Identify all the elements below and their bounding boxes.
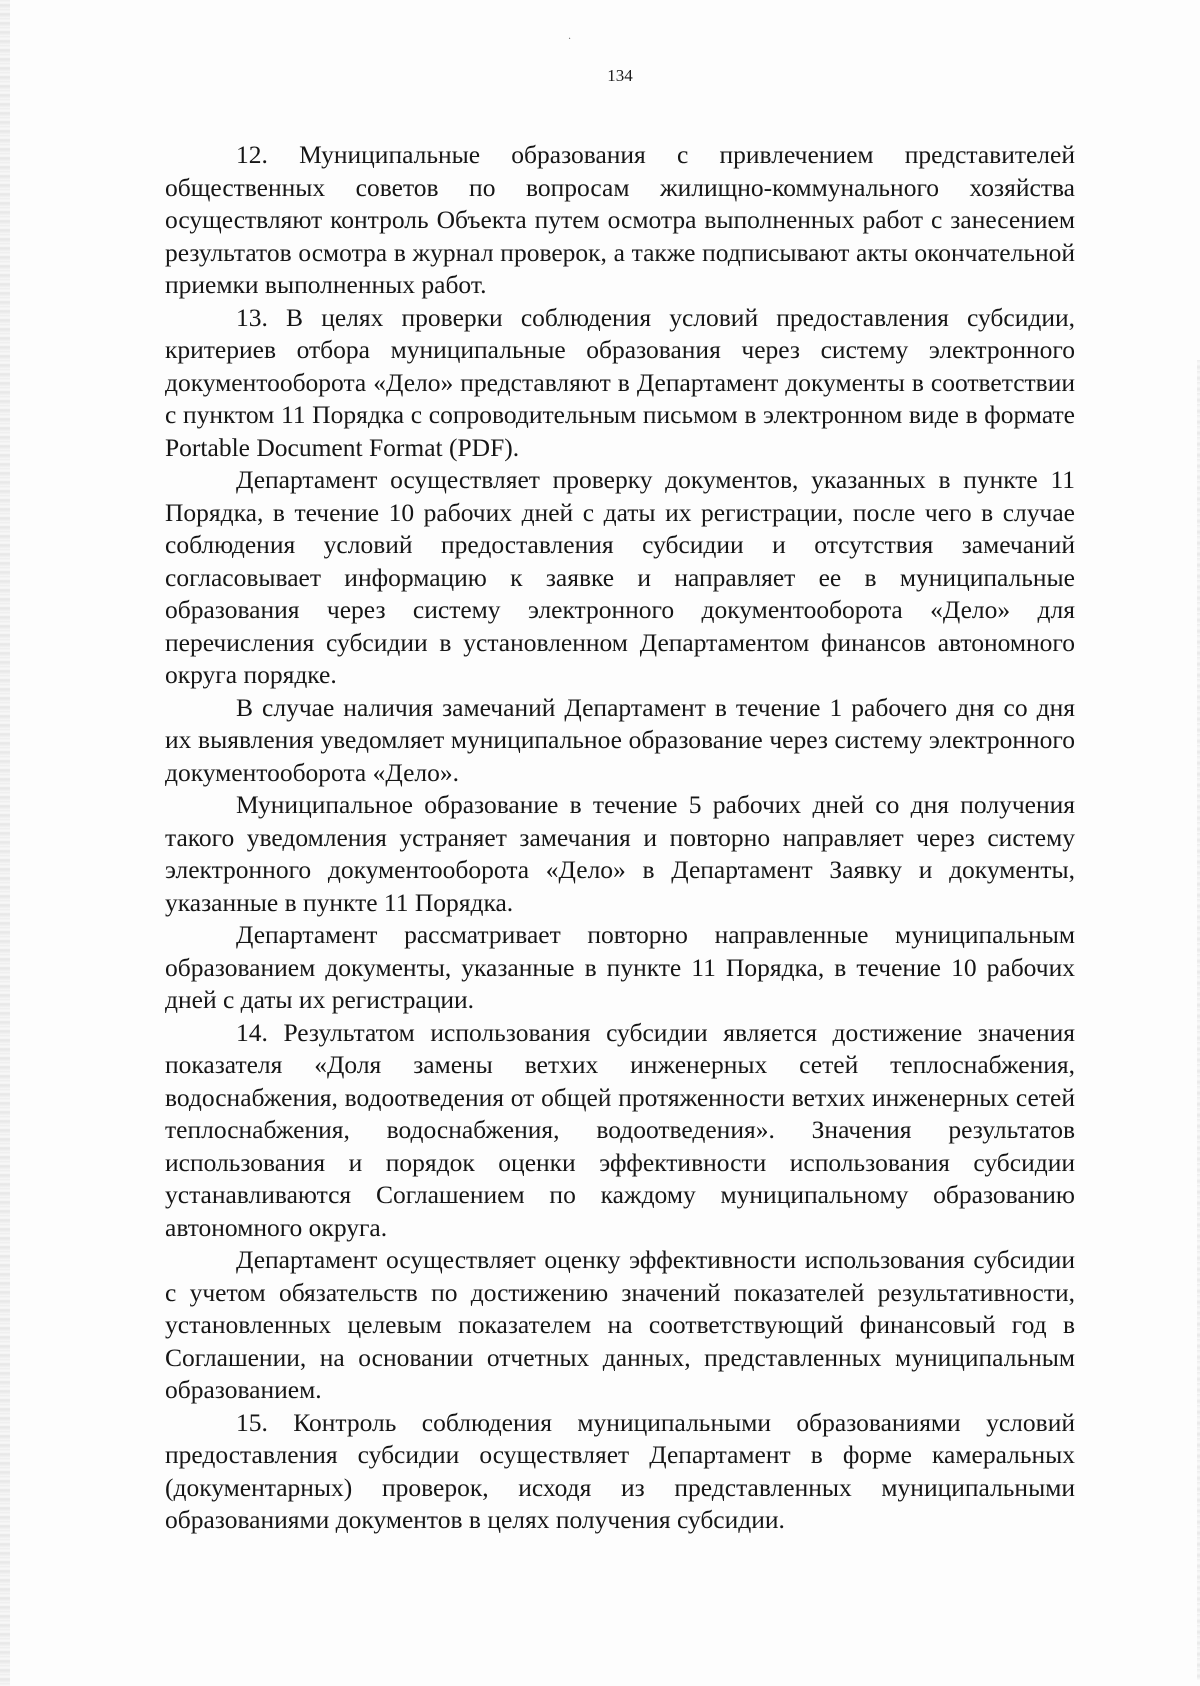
paragraph-item-15: 15. Контроль соблюдения муниципальными образованиями условий предоставления субсидии осуществляет Департамент в форме камеральных (документарных) проверок, исходя из представленных муниципальными образованиями документов в целях получения субсидии.: [165, 1407, 1075, 1534]
paragraph-item-14: 14. Результатом использования субсидии является достижение значения показателя «Доля замены ветхих инженерных сетей теплоснабжения, водоснабжения, водоотведения от общей протяженности ветхих инженерных сетей теплоснабжения, водоснабжения, водоотведения». Значения результатов использования и порядок оценки эффективности использования субсидии устанавливаются Соглашением по каждому муниципальному образованию автономного округа.: [165, 1017, 1075, 1242]
paragraph-item-12: 12. Муниципальные образования с привлечением представителей общественных советов по вопросам жилищно-коммунального хозяйства осуществляют контроль Объекта путем осмотра выполненных работ с занесением результатов осмотра в журнал проверок, а также подписывают акты окончательной приемки выполненных работ.: [165, 140, 1075, 299]
paragraph-department-review: Департамент рассматривает повторно направленные муниципальным образованием документы, указанные в пункте 11 Порядка, в течение 10 рабочих дней с даты их регистрации.: [165, 920, 1075, 1014]
scan-edge-left: [0, 0, 10, 1686]
paragraph-remarks: В случае наличия замечаний Департамент в течение 1 рабочего дня со дня их выявления уведомляет муниципальное образование через систему электронного документооборота «Дело».: [165, 692, 1075, 787]
paragraph-item-13: 13. В целях проверки соблюдения условий предоставления субсидии, критериев отбора муниципальные образования через систему электронного документооборота «Дело» представляют в Департамент документы в соответствии с пунктом 11 Порядка с сопроводительным письмом в электронном виде в формате Portable Document Format (PDF).: [165, 302, 1075, 462]
document-body: [165, 139, 1075, 1537]
paragraph-efficiency-evaluation: Департамент осуществляет оценку эффективности использования субсидии с учетом обязательств по достижению значений показателей результативности, установленных целевым показателем на соответствующий финансовый год в Соглашении, на основании отчетных данных, представленных муниципальным образованием.: [165, 1245, 1075, 1404]
scan-mark: ·: [568, 34, 572, 45]
page-number: 134: [607, 66, 633, 85]
paragraph-municipal-fix: Муниципальное образование в течение 5 рабочих дней со дня получения такого уведомления устраняет замечания и повторно направляет через систему электронного документооборота «Дело» в Департамент Заявку и документы, указанные в пункте 11 Порядка.: [165, 790, 1075, 917]
paragraph-department-check: Департамент осуществляет проверку документов, указанных в пункте 11 Порядка, в течение 10 рабочих дней с даты их регистрации, после чего в случае соблюдения условий предоставления субсидии и отсутствия замечаний согласовывает информацию к заявке и направляет ее в муниципальные образования через систему электронного документооборота «Дело» для перечисления субсидии в установленном Департаментом финансов автономного округа порядке.: [165, 465, 1075, 689]
